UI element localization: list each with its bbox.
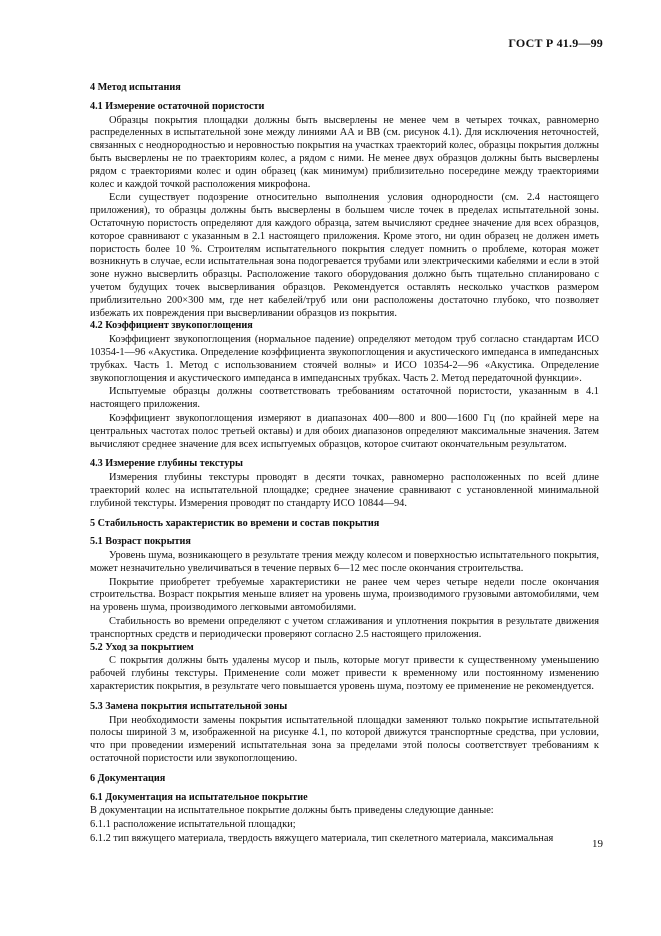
paragraph: Коэффициент звукопоглощения (нормальное падение) определяют методом труб согласно стандартам ИСО 10354-1—96 «Акустика. Определение коэффициента звукопоглощения и акустического импеданса в импедансных трубках. Часть 1. Метод с использованием стоячей волны» и ИСО 10354-2—96 «Акустика. Определение звукопоглощения и акустического импеданса в импедансных трубках. Часть 2. Метод передаточной функции». bbox=[90, 334, 599, 384]
paragraph: Образцы покрытия площадки должны быть высверлены не менее чем в четырех точках, равномерно распределенных в испытательной зоне между линиями АА и ВВ (см. рисунок 4.1). Для исключения неточностей, связанных с неоднородностью и неровностью покрытия на участках траекторий колес, образцы покрытия должны быть высверлены не по траекториям колес, а рядом с ними. Не менее двух образцов должны быть высверлены рядом с траекториями колес и один образец (как минимум) приблизительно посередине между траекториями колес и каждой точкой расположения микрофона. bbox=[90, 114, 599, 190]
paragraph: С покрытия должны быть удалены мусор и пыль, которые могут привести к существенному уменьшению рабочей глубины текстуры. Применение соли может привести к временному или постоянному изменению характеристик покрытия, в результате чего повышается уровень шума, поэтому ее применение не рекомендуется. bbox=[90, 655, 599, 693]
section-4-3-heading: 4.3 Измерение глубины текстуры bbox=[90, 458, 243, 470]
paragraph: Стабильность во времени определяют с учетом сглаживания и уплотнения покрытия в результате движения транспортных средств и периодически проверяют согласно 2.5 настоящего приложения. bbox=[90, 616, 599, 640]
paragraph: Если существует подозрение относительно выполнения условия однородности (см. 2.4 настоящего приложения), то образцы должны быть высверлены в большем числе точек в пределах испытательной зоны. Остаточную пористость определяют для каждого образца, затем вычисляют среднее значение для всех образцов, которое сравнивают с указанным в 2.1 настоящего приложения. Кроме этого, ни один образец не должен иметь пористость более 10 %. Строителям испытательного покрытия следует помнить о проблеме, которая может возникнуть в случае, если испытательная зона подогревается трубами или электрическими кабелями и если в этой зоне нужно высверлить образцы. Расположение такого оборудования должно быть тщательно спланировано с учетом будущих точек высверливания образцов. Рекомендуется оставлять несколько участков размером приблизительно 200×300 мм, где нет кабелей/труб или они расположены достаточно глубоко, что позволяет избежать их повреждения при высверливании образцов из покрытия. bbox=[90, 192, 599, 319]
section-4-heading: 4 Метод испытания bbox=[90, 82, 181, 93]
section-4-2-heading: 4.2 Коэффициент звукопоглощения bbox=[90, 320, 253, 332]
page-content bbox=[90, 82, 599, 846]
page-number: 19 bbox=[592, 838, 603, 850]
section-6-1-heading: 6.1 Документация на испытательное покрытие bbox=[90, 791, 308, 803]
paragraph: Измерения глубины текстуры проводят в десяти точках, равномерно расположенных по всей длине траекторий колес на испытательной площадке; среднее значение сравнивают с установленной минимальной глубиной текстуры. Измерения проводят по стандарту ИСО 10844—94. bbox=[90, 472, 599, 509]
standard-header: ГОСТ Р 41.9—99 bbox=[508, 36, 603, 50]
section-6-heading: 6 Документация bbox=[90, 772, 166, 784]
paragraph: Коэффициент звукопоглощения измеряют в диапазонах 400—800 и 800—1600 Гц (по крайней мере на центральных частотах полос третьей октавы) и для обоих диапазонов определяют максимальные значения. Затем вычисляют среднее значение для всех испытуемых образцов, которое считают окончательным результатом. bbox=[90, 412, 599, 450]
section-5-1-heading: 5.1 Возраст покрытия bbox=[90, 536, 191, 548]
paragraph: Испытуемые образцы должны соответствовать требованиям остаточной пористости, указанным в 4.1 настоящего приложения. bbox=[90, 386, 599, 411]
section-5-3-heading: 5.3 Замена покрытия испытательной зоны bbox=[90, 700, 288, 712]
paragraph: Покрытие приобретет требуемые характеристики не ранее чем через четыре недели после окончания строительства. Возраст покрытия меньше влияет на уровень шума, производимого грузовыми автомобилями, чем на уровень шума, производимого легковыми автомобилями. bbox=[90, 576, 599, 614]
paragraph: В документации на испытательное покрытие должны быть приведены следующие данные: bbox=[90, 805, 494, 817]
paragraph: При необходимости замены покрытия испытательной площадки заменяют только покрытие испытательной полосы шириной 3 м, изображенной на рисунке 4.1, по которой движутся транспортные средства, при условии, что при проведении измерений испытательная зона за пределами этой полосы соответствует требованиям к остаточной пористости или звукопоглощению. bbox=[90, 714, 599, 765]
paragraph: Уровень шума, возникающего в результате трения между колесом и поверхностью испытательного покрытия, может незначительно увеличиваться в течение первых 6—12 мес после окончания строительства. bbox=[90, 550, 599, 574]
section-5-heading: 5 Стабильность характеристик во времени и состав покрытия bbox=[90, 517, 380, 529]
list-item: 6.1.2 тип вяжущего материала, твердость вяжущего материала, тип скелетного материала, максимальная bbox=[90, 833, 554, 845]
list-item: 6.1.1 расположение испытательной площадки; bbox=[90, 819, 296, 831]
section-5-2-heading: 5.2 Уход за покрытием bbox=[90, 641, 194, 653]
section-4-1-heading: 4.1 Измерение остаточной пористости bbox=[90, 100, 265, 112]
